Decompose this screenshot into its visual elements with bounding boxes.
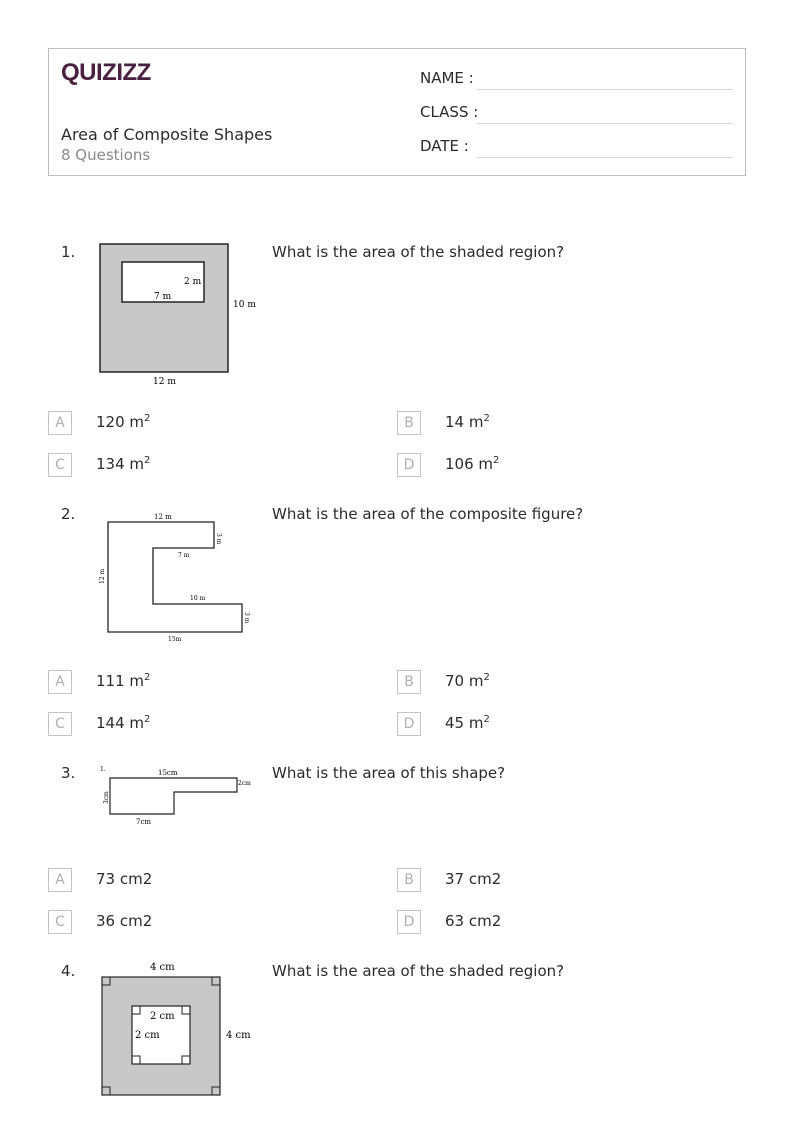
date-field[interactable]: [477, 157, 733, 158]
name-field[interactable]: [477, 89, 733, 90]
option-d-text[interactable]: 45 $m^2$: [445, 714, 490, 732]
option-d-box[interactable]: D: [397, 712, 421, 736]
label-left: 12 m: [99, 568, 106, 584]
option-c-text[interactable]: 134 $m^2$: [96, 455, 151, 473]
label-outer-height: 10 m: [233, 300, 256, 310]
question-3-figure: [96, 762, 256, 828]
label-left: 3cm: [103, 791, 110, 804]
label-top-right: 3 m: [215, 533, 222, 545]
option-b-text[interactable]: 37 cm2: [445, 870, 502, 888]
option-d-box[interactable]: D: [397, 910, 421, 934]
label-bottom: 15m: [168, 636, 182, 643]
question-text: What is the area of the shaded region?: [272, 243, 565, 261]
option-b-text[interactable]: 14 $m^2$: [445, 413, 490, 431]
question-number: 1.: [61, 243, 76, 261]
option-a-text[interactable]: 73 cm2: [96, 870, 153, 888]
question-2-figure: [96, 502, 256, 648]
question-text: What is the area of the composite figure?: [272, 505, 584, 523]
question-1-figure: [96, 240, 256, 388]
question-4-figure: [96, 958, 256, 1100]
label-inner-top: 2 cm: [150, 1011, 175, 1022]
option-c-box[interactable]: C: [48, 712, 72, 736]
label-top: 4 cm: [150, 962, 175, 973]
question-text: What is the area of the shaded region?: [272, 962, 565, 980]
option-a-text[interactable]: 120 $m^2$: [96, 413, 151, 431]
label-bottom: 7cm: [136, 818, 152, 826]
worksheet-title: Area of Composite Shapes: [61, 125, 273, 144]
label-inner-top: 7 m: [178, 552, 190, 559]
option-d-text[interactable]: 106 $m^2$: [445, 455, 500, 473]
option-a-box[interactable]: A: [48, 411, 72, 435]
date-label: DATE :: [420, 137, 469, 155]
option-a-box[interactable]: A: [48, 670, 72, 694]
label-bottom-right: 3 m: [243, 612, 250, 624]
option-d-box[interactable]: D: [397, 453, 421, 477]
label-inner-bottom: 10 m: [190, 595, 206, 602]
label-corner: 1.: [100, 766, 106, 773]
option-c-box[interactable]: C: [48, 453, 72, 477]
quizizz-logo: QUIZIZZ: [61, 59, 151, 86]
option-b-box[interactable]: B: [397, 670, 421, 694]
question-number: 2.: [61, 505, 76, 523]
option-a-box[interactable]: A: [48, 868, 72, 892]
option-c-box[interactable]: C: [48, 910, 72, 934]
option-c-text[interactable]: 36 cm2: [96, 912, 153, 930]
option-a-text[interactable]: 111 $m^2$: [96, 672, 151, 690]
l-shape: [110, 778, 237, 814]
class-label: CLASS :: [420, 103, 479, 121]
option-d-text[interactable]: 63 cm2: [445, 912, 502, 930]
option-b-text[interactable]: 70 $m^2$: [445, 672, 490, 690]
option-c-text[interactable]: 144 $m^2$: [96, 714, 151, 732]
option-b-box[interactable]: B: [397, 868, 421, 892]
name-label: NAME :: [420, 69, 474, 87]
option-b-box[interactable]: B: [397, 411, 421, 435]
question-text: What is the area of this shape?: [272, 764, 506, 782]
question-count: 8 Questions: [61, 146, 151, 164]
class-field[interactable]: [477, 123, 733, 124]
label-inner-left: 2 cm: [135, 1030, 160, 1041]
question-number: 4.: [61, 962, 76, 980]
label-inner-height: 2 m: [184, 277, 202, 287]
label-top: 15cm: [158, 769, 178, 777]
label-right: 2cm: [238, 780, 251, 787]
label-inner-width: 7 m: [154, 292, 172, 302]
label-outer-width: 12 m: [153, 377, 176, 387]
label-top: 12 m: [154, 513, 172, 521]
question-number: 3.: [61, 764, 76, 782]
label-right: 4 cm: [226, 1030, 251, 1041]
worksheet-header: [48, 48, 746, 176]
